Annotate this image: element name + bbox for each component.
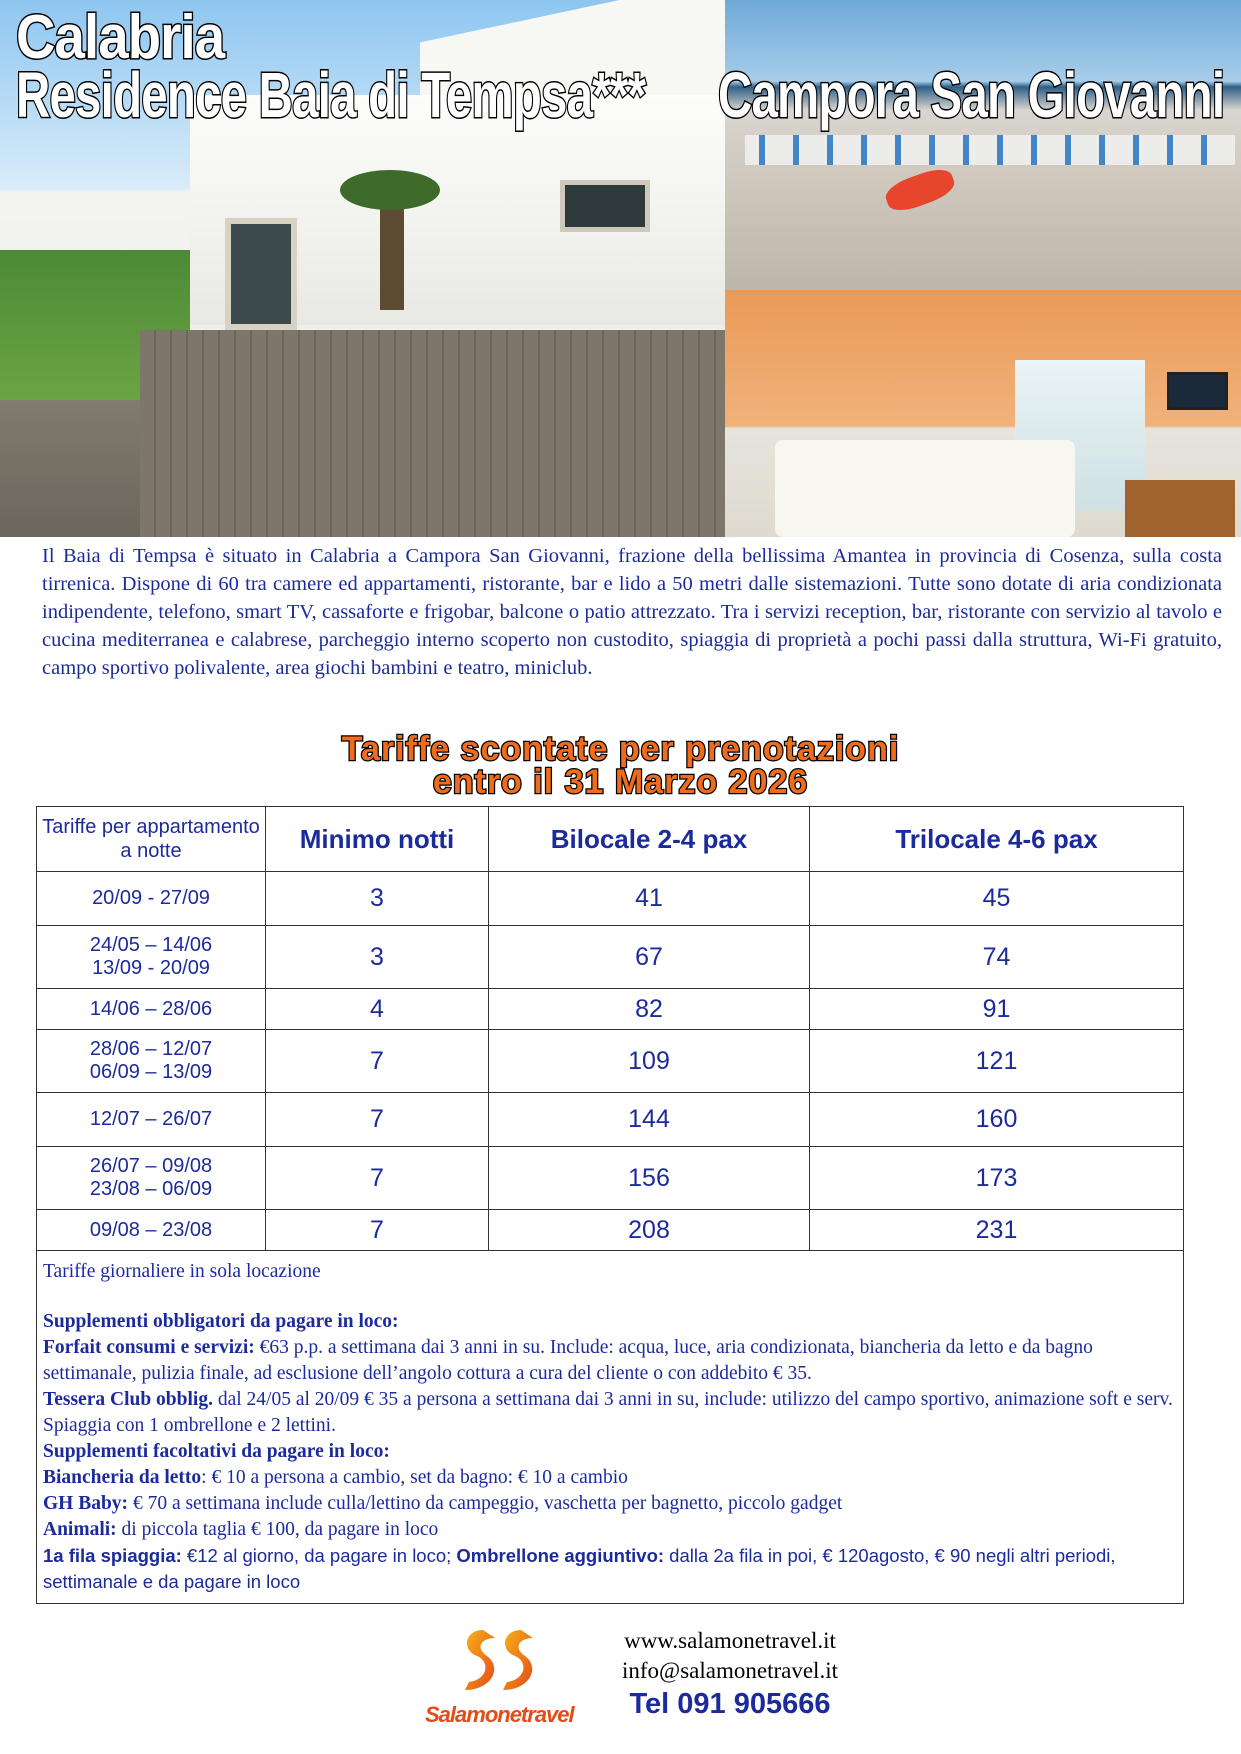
- min-nights-cell: 7: [266, 1147, 489, 1210]
- pets-label: Animali:: [43, 1519, 117, 1540]
- rescue-boat: [882, 164, 958, 216]
- trilocale-price-cell: 231: [810, 1210, 1184, 1251]
- min-nights-cell: 7: [266, 1030, 489, 1093]
- period-cell: [37, 926, 266, 989]
- pets-text: di piccola taglia € 100, da pagare in loco: [116, 1519, 439, 1540]
- period: 24/05 – 14/06: [89, 934, 213, 956]
- trilocale-price-cell: 160: [810, 1093, 1184, 1147]
- period: 14/06 – 28/06: [89, 997, 213, 1020]
- offer-heading-line2: entro il 31 Marzo 2026: [432, 763, 809, 801]
- header-trilocale: Trilocale 4-6 pax: [810, 807, 1184, 872]
- spacer: [43, 1285, 1177, 1309]
- notes-row: [37, 1251, 1184, 1604]
- min-nights-cell: 4: [266, 989, 489, 1030]
- umbrella-text: dalla 2a fila in poi, € 120agosto, € 90 negli altri periodi, settimanale e da pagare in loco: [43, 1545, 1116, 1592]
- email-link[interactable]: info@salamonetravel.it: [622, 1658, 838, 1683]
- offer-heading-line1: Tariffe scontate per prenotazioni: [341, 730, 900, 768]
- period: 20/09 - 27/09: [92, 887, 210, 909]
- header-rates-per-night: Tariffe per appartamento a notte: [37, 807, 266, 872]
- region-title: Calabria: [16, 3, 225, 72]
- room-tv: [1167, 372, 1228, 410]
- table-row: [37, 1093, 1184, 1147]
- period: 28/06 – 12/07: [89, 1038, 213, 1060]
- period: 26/07 – 09/08: [89, 1155, 213, 1177]
- period: 23/08 – 06/09: [89, 1178, 213, 1200]
- table-header-row: [37, 807, 1184, 872]
- period: 12/07 – 26/07: [89, 1108, 213, 1130]
- table-row: [37, 872, 1184, 926]
- bilocale-price-cell: 109: [489, 1030, 810, 1093]
- umbrella-label: Ombrellone aggiuntivo:: [456, 1545, 665, 1566]
- building-window: [560, 180, 650, 232]
- supplements-notes: [37, 1251, 1184, 1604]
- forfait-label: Forfait consumi e servizi:: [43, 1337, 255, 1358]
- baby-text: € 70 a settimana include culla/lettino da campeggio, vaschetta per bagnetto, piccolo gadget: [128, 1493, 843, 1514]
- header-min-nights: Minimo notti: [266, 807, 489, 872]
- trilocale-price-cell: 121: [810, 1030, 1184, 1093]
- mandatory-title: Supplementi obbligatori da pagare in loco:: [43, 1311, 399, 1332]
- forfait-text: €63 p.p. a settimana dai 3 anni in su. Include: acqua, luce, aria condizionata, biancheria da letto e da bagno settimanale, pulizia finale, ad esclusione dell’angolo cottura a cura del cliente o con addebito € 35.: [43, 1337, 1093, 1384]
- period-cell: [37, 1210, 266, 1251]
- bilocale-price-cell: 82: [489, 989, 810, 1030]
- beach-umbrellas: [745, 135, 1235, 165]
- period-cell: [37, 1147, 266, 1210]
- linen-label: Biancheria da letto: [43, 1467, 202, 1488]
- period-cell: [37, 1093, 266, 1147]
- beach-photo: [725, 0, 1241, 290]
- period: 06/09 – 13/09: [89, 1061, 213, 1083]
- table-row: [37, 926, 1184, 989]
- bilocale-price-cell: 208: [489, 1210, 810, 1251]
- resort-description: Il Baia di Tempsa è situato in Calabria a Campora San Giovanni, frazione della bellissima Amantea in provincia di Cosenza, sulla costa tirrenica. Dispone di 60 tra camere ed appartamenti, ristorante, bar e lido a 50 metri dalle sistemazioni. Tutte sono dotate di aria condizionata indipendente, telefono, smart TV, cassaforte e frigobar, balcone o patio attrezzato. Tra i servizi reception, bar, ristorante con servizio al tavolo e cucina mediterranea e calabrese, parcheggio interno scoperto non custodito, spiaggia di proprietà a pochi passi dalla struttura, Wi-Fi gratuito, campo sportivo polivalente, area giochi bambini e teatro, miniclub.: [42, 545, 1222, 679]
- table-row: [37, 1030, 1184, 1093]
- website-link[interactable]: www.salamonetravel.it: [624, 1628, 836, 1653]
- hero-banner: [0, 0, 1241, 537]
- resort-title: Residence Baia di Tempsa***: [16, 59, 646, 131]
- period-cell: [37, 1030, 266, 1093]
- trilocale-price-cell: 91: [810, 989, 1184, 1030]
- period: 13/09 - 20/09: [92, 957, 210, 979]
- bilocale-price-cell: 156: [489, 1147, 810, 1210]
- bilocale-price-cell: 41: [489, 872, 810, 926]
- min-nights-cell: 3: [266, 872, 489, 926]
- trilocale-price-cell: 173: [810, 1147, 1184, 1210]
- table-row: [37, 989, 1184, 1030]
- palm-tree: [380, 190, 404, 310]
- min-nights-cell: 7: [266, 1210, 489, 1251]
- location-title: Campora San Giovanni: [718, 59, 1225, 131]
- header-bilocale: Bilocale 2-4 pax: [489, 807, 810, 872]
- table-row: [37, 1210, 1184, 1251]
- tessera-text: dal 24/05 al 20/09 € 35 a persona a settimana dai 3 anni in su, include: utilizzo del campo sportivo, animazione soft e serv. Spiaggia con 1 ombrellone e 2 lettini.: [43, 1389, 1173, 1436]
- tessera-label: Tessera Club obblig.: [43, 1389, 213, 1410]
- entrance-door: [225, 218, 297, 330]
- baby-label: GH Baby:: [43, 1493, 129, 1514]
- first-row-text: €12 al giorno, da pagare in loco;: [181, 1545, 457, 1566]
- table-row: [37, 1147, 1184, 1210]
- first-row-label: 1a fila spiaggia:: [43, 1545, 182, 1566]
- trilocale-price-cell: 45: [810, 872, 1184, 926]
- rates-table: [36, 806, 1184, 1604]
- room-desk: [1125, 480, 1235, 537]
- daily-rates-note: Tariffe giornaliere in sola locazione: [43, 1261, 321, 1282]
- linen-text: : € 10 a persona a cambio, set da bagno: € 10 a cambio: [201, 1467, 628, 1488]
- period: 09/08 – 23/08: [89, 1218, 213, 1241]
- brand-name: Salamonetravel: [425, 1702, 574, 1727]
- trilocale-price-cell: 74: [810, 926, 1184, 989]
- min-nights-cell: 7: [266, 1093, 489, 1147]
- min-nights-cell: 3: [266, 926, 489, 989]
- period-cell: [37, 989, 266, 1030]
- bedroom-photo: [725, 290, 1241, 537]
- paved-path: [140, 330, 725, 537]
- room-bed: [775, 440, 1075, 537]
- phone-number[interactable]: Tel 091 905666: [629, 1688, 831, 1720]
- bilocale-price-cell: 144: [489, 1093, 810, 1147]
- bilocale-price-cell: 67: [489, 926, 810, 989]
- period-cell: [37, 872, 266, 926]
- optional-title: Supplementi facoltativi da pagare in loco:: [43, 1441, 390, 1462]
